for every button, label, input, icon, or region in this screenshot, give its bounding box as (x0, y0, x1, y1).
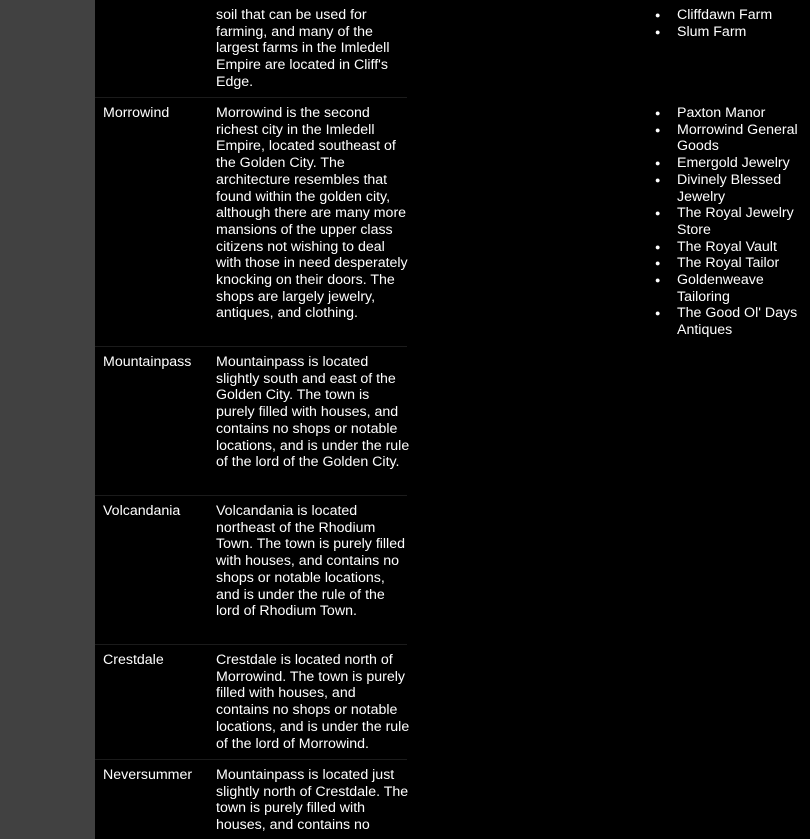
list-item: ● Goldenweave Tailoring (655, 272, 810, 305)
town-name: Crestdale (103, 652, 164, 668)
town-name: Volcandania (103, 503, 181, 519)
list-item: ● Paxton Manor (655, 105, 810, 122)
location-list (655, 7, 810, 40)
list-item: ● Slum Farm (655, 24, 810, 41)
town-name: Morrowind (103, 105, 170, 121)
left-margin-panel (0, 0, 95, 839)
town-description: Crestdale is located north of Morrowind. The town is purely filled with houses, and contains no shops or notable locations, and is under the rule of the lord of Morrowind. (216, 652, 410, 752)
location-list (655, 105, 810, 339)
town-description: soil that can be used for farming, and many of the largest farms in the Imledell Empire are located in Cliff's Edge. (216, 7, 390, 90)
list-item: ● The Good Ol' Days Antiques (655, 305, 810, 338)
town-description: Volcandania is located northeast of the Rhodium Town. The town is purely filled with houses, and contains no shops or notable locations, and is under the rule of the lord of Rhodium Town. (216, 503, 405, 620)
row-divider (95, 495, 407, 496)
row-divider (95, 759, 407, 760)
town-table (95, 0, 810, 839)
list-item: ● Morrowind General Goods (655, 122, 810, 155)
row-divider (95, 644, 407, 645)
list-item: ● The Royal Jewelry Store (655, 205, 810, 238)
town-description: Mountainpass is located just slightly north of Crestdale. The town is purely filled with houses, and contains no (216, 767, 409, 834)
town-name: Mountainpass (103, 354, 192, 370)
town-name: Neversummer (103, 767, 193, 783)
list-item: ● The Royal Tailor (655, 255, 810, 272)
list-item: ● The Royal Vault (655, 239, 810, 256)
list-item: ● Cliffdawn Farm (655, 7, 810, 24)
list-item: ● Emergold Jewelry (655, 155, 810, 172)
town-description: Mountainpass is located slightly south and east of the Golden City. The town is purely filled with houses, and contains no shops or notable locations, and is under the rule of the lord of the Golden City. (216, 354, 410, 471)
town-description: Morrowind is the second richest city in the Imledell Empire, located southeast of the Golden City. The architecture resembles that found within the golden city, although there are many more mansions of the upper class citizens not wishing to deal with those in need desperately knocking on their doors. The shops are largely jewelry, antiques, and clothing. (216, 105, 408, 322)
list-item: ● Divinely Blessed Jewelry (655, 172, 810, 205)
row-divider (95, 346, 407, 347)
row-divider (95, 97, 407, 98)
